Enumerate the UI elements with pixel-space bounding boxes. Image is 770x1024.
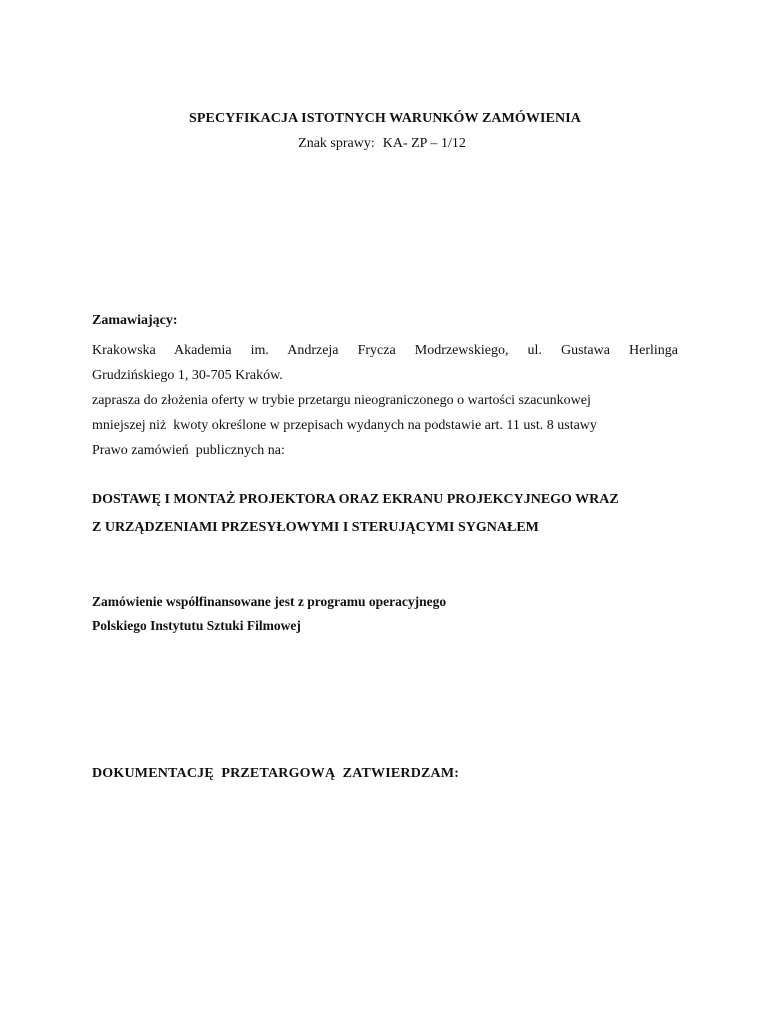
ordering-party-line: Prawo zamówień publicznych na:	[92, 443, 285, 458]
funding-note-line: Polskiego Instytutu Sztuki Filmowej	[92, 618, 301, 633]
ordering-party-line: mniejszej niż kwoty określone w przepisach wydanych na podstawie art. 11 ust. 8 ustawy	[92, 418, 597, 433]
order-subject	[92, 486, 678, 542]
approval-statement: DOKUMENTACJĘ PRZETARGOWĄ ZATWIERDZAM:	[92, 766, 460, 781]
ordering-party-label: Zamawiający:	[92, 313, 178, 328]
case-reference	[0, 136, 770, 152]
ordering-party-line: Grudzińskiego 1, 30-705 Kraków.	[92, 368, 283, 383]
order-subject-line: Z URZĄDZENIAMI PRZESYŁOWYMI I STERUJĄCYMI SYGNAŁEM	[92, 520, 539, 535]
case-reference-value: KA- ZP – 1/12	[382, 136, 466, 151]
order-subject-line: DOSTAWĘ I MONTAŻ PROJEKTORA ORAZ EKRANU PROJEKCYJNEGO WRAZ	[92, 492, 619, 507]
case-reference-label: Znak sprawy:	[298, 136, 375, 151]
funding-note	[92, 590, 678, 638]
ordering-party-line: Krakowska Akademia im. Andrzeja Frycza Modrzewskiego, ul. Gustawa Herlinga	[92, 343, 678, 358]
ordering-party-text	[92, 338, 678, 463]
ordering-party-line: zaprasza do złożenia oferty w trybie przetargu nieograniczonego o wartości szacunkowej	[92, 393, 591, 408]
funding-note-line: Zamówienie współfinansowane jest z programu operacyjnego	[92, 594, 447, 609]
document-title: SPECYFIKACJA ISTOTNYCH WARUNKÓW ZAMÓWIENIA	[189, 111, 581, 126]
